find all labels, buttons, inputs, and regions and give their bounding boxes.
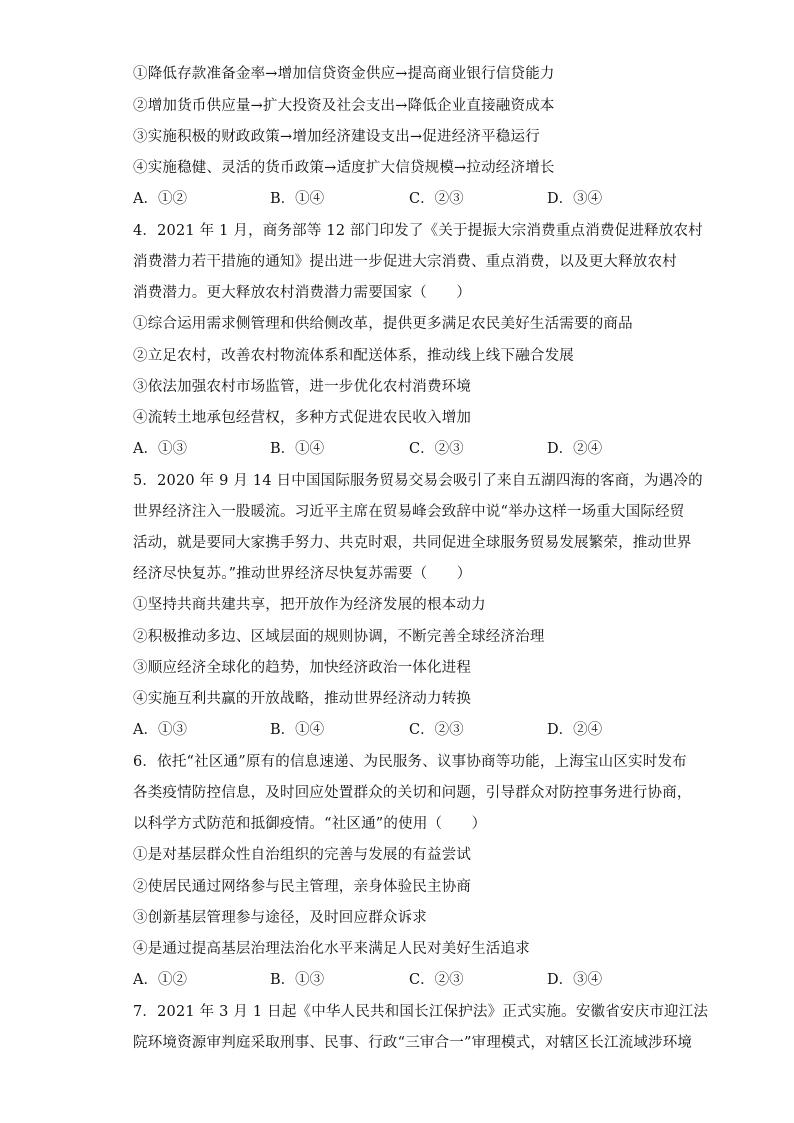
q4-statement-4: ④流转土地承包经营权，多种方式促进农民收入增加	[133, 410, 472, 426]
q6-choice-b[interactable]: B．①③	[270, 972, 325, 988]
q3-statement-1: ①降低存款准备金率→增加信贷资金供应→提高商业银行信贷能力	[133, 66, 555, 82]
q6-stem-line-3: 以科学方式防范和抵御疫情。“社区通”的使用（ ）	[133, 816, 487, 832]
q5-choices	[133, 720, 733, 740]
q4-statement-3: ③依法加强农村市场监管，进一步优化农村消费环境	[133, 379, 472, 395]
q6-choice-d[interactable]: D．③④	[547, 972, 603, 988]
q6-statement-3: ③创新基层管理参与途径，及时回应群众诉求	[133, 910, 427, 926]
q4-choice-a[interactable]: A．①③	[133, 441, 187, 457]
q4-choice-c[interactable]: C．②③	[409, 441, 464, 457]
q5-statement-3: ③顺应经济全球化的趋势，加快经济政治一体化进程	[133, 660, 472, 676]
q5-choice-c[interactable]: C．②③	[409, 722, 464, 738]
q6-choice-a[interactable]: A．①②	[133, 972, 187, 988]
q3-statement-4: ④实施稳健、灵活的货币政策→适度扩大信贷规模→拉动经济增长	[133, 160, 555, 176]
q4-stem-line-1: 4．2021 年 1 月，商务部等 12 部门印发了《关于提振大宗消费重点消费促进释放农村	[133, 223, 703, 239]
q5-stem-line-1: 5．2020 年 9 月 14 日中国国际服务贸易交易会吸引了来自五湖四海的客商，为遇冷的	[133, 473, 703, 489]
q3-choice-a[interactable]: A．①②	[133, 191, 187, 207]
q6-choices	[133, 970, 733, 990]
q3-choice-d[interactable]: D．③④	[547, 191, 603, 207]
q3-choice-c[interactable]: C．②③	[409, 191, 464, 207]
q5-choice-a[interactable]: A．①③	[133, 722, 187, 738]
q5-statement-1: ①坚持共商共建共享，把开放作为经济发展的根本动力	[133, 597, 486, 613]
q3-choices	[133, 189, 733, 209]
q5-statement-2: ②积极推动多边、区域层面的规则协调，不断完善全球经济治理	[133, 629, 545, 645]
q4-stem-line-3: 消费潜力。更大释放农村消费潜力需要国家（ ）	[133, 285, 472, 301]
q6-stem-line-2: 各类疫情防控信息，及时回应处置群众的关切和问题，引导群众对防控事务进行协商，	[133, 785, 692, 801]
q6-stem-line-1: 6．依托“社区通”原有的信息速递、为民服务、议事协商等功能，上海宝山区实时发布	[133, 754, 687, 770]
q7-stem-line-1: 7．2021 年 3 月 1 日起《中华人民共和国长江保护法》正式实施。安徽省安庆市迎江法	[133, 1004, 709, 1020]
q4-choices	[133, 439, 733, 459]
q4-statement-2: ②立足农村，改善农村物流体系和配送体系，推动线上线下融合发展	[133, 348, 574, 364]
q6-statement-2: ②使居民通过网络参与民主管理，亲身体验民主协商	[133, 879, 472, 895]
q5-stem-line-2: 世界经济注入一股暖流。习近平主席在贸易峰会致辞中说“举办这样一场重大国际经贸	[133, 504, 685, 520]
q6-choice-c[interactable]: C．②③	[409, 972, 464, 988]
q3-choice-b[interactable]: B．①④	[270, 191, 325, 207]
q5-choice-b[interactable]: B．①④	[270, 722, 325, 738]
q4-choice-b[interactable]: B．①④	[270, 441, 325, 457]
q3-statement-3: ③实施积极的财政政策→增加经济建设支出→促进经济平稳运行	[133, 129, 540, 145]
q4-stem-line-2: 消费潜力若干措施的通知》提出进一步促进大宗消费、重点消费，以及更大释放农村	[133, 254, 677, 270]
q4-choice-d[interactable]: D．②④	[547, 441, 603, 457]
q5-stem-line-4: 经济尽快复苏。”推动世界经济尽快复苏需要（ ）	[133, 566, 472, 582]
q3-statement-2: ②增加货币供应量→扩大投资及社会支出→降低企业直接融资成本	[133, 98, 555, 114]
q7-stem-line-2: 院环境资源审判庭采取刑事、民事、行政“三审合一”审理模式，对辖区长江流域涉环境	[133, 1035, 693, 1051]
q6-statement-4: ④是通过提高基层治理法治化水平来满足人民对美好生活追求	[133, 941, 530, 957]
q5-stem-line-3: 活动，就是要同大家携手努力、共克时艰，共同促进全球服务贸易发展繁荣，推动世界	[133, 535, 692, 551]
q5-statement-4: ④实施互利共赢的开放战略，推动世界经济动力转换	[133, 691, 472, 707]
q5-choice-d[interactable]: D．②④	[547, 722, 603, 738]
q6-statement-1: ①是对基层群众性自治组织的完善与发展的有益尝试	[133, 847, 472, 863]
q4-statement-1: ①综合运用需求侧管理和供给侧改革，提供更多满足农民美好生活需要的商品	[133, 316, 633, 332]
